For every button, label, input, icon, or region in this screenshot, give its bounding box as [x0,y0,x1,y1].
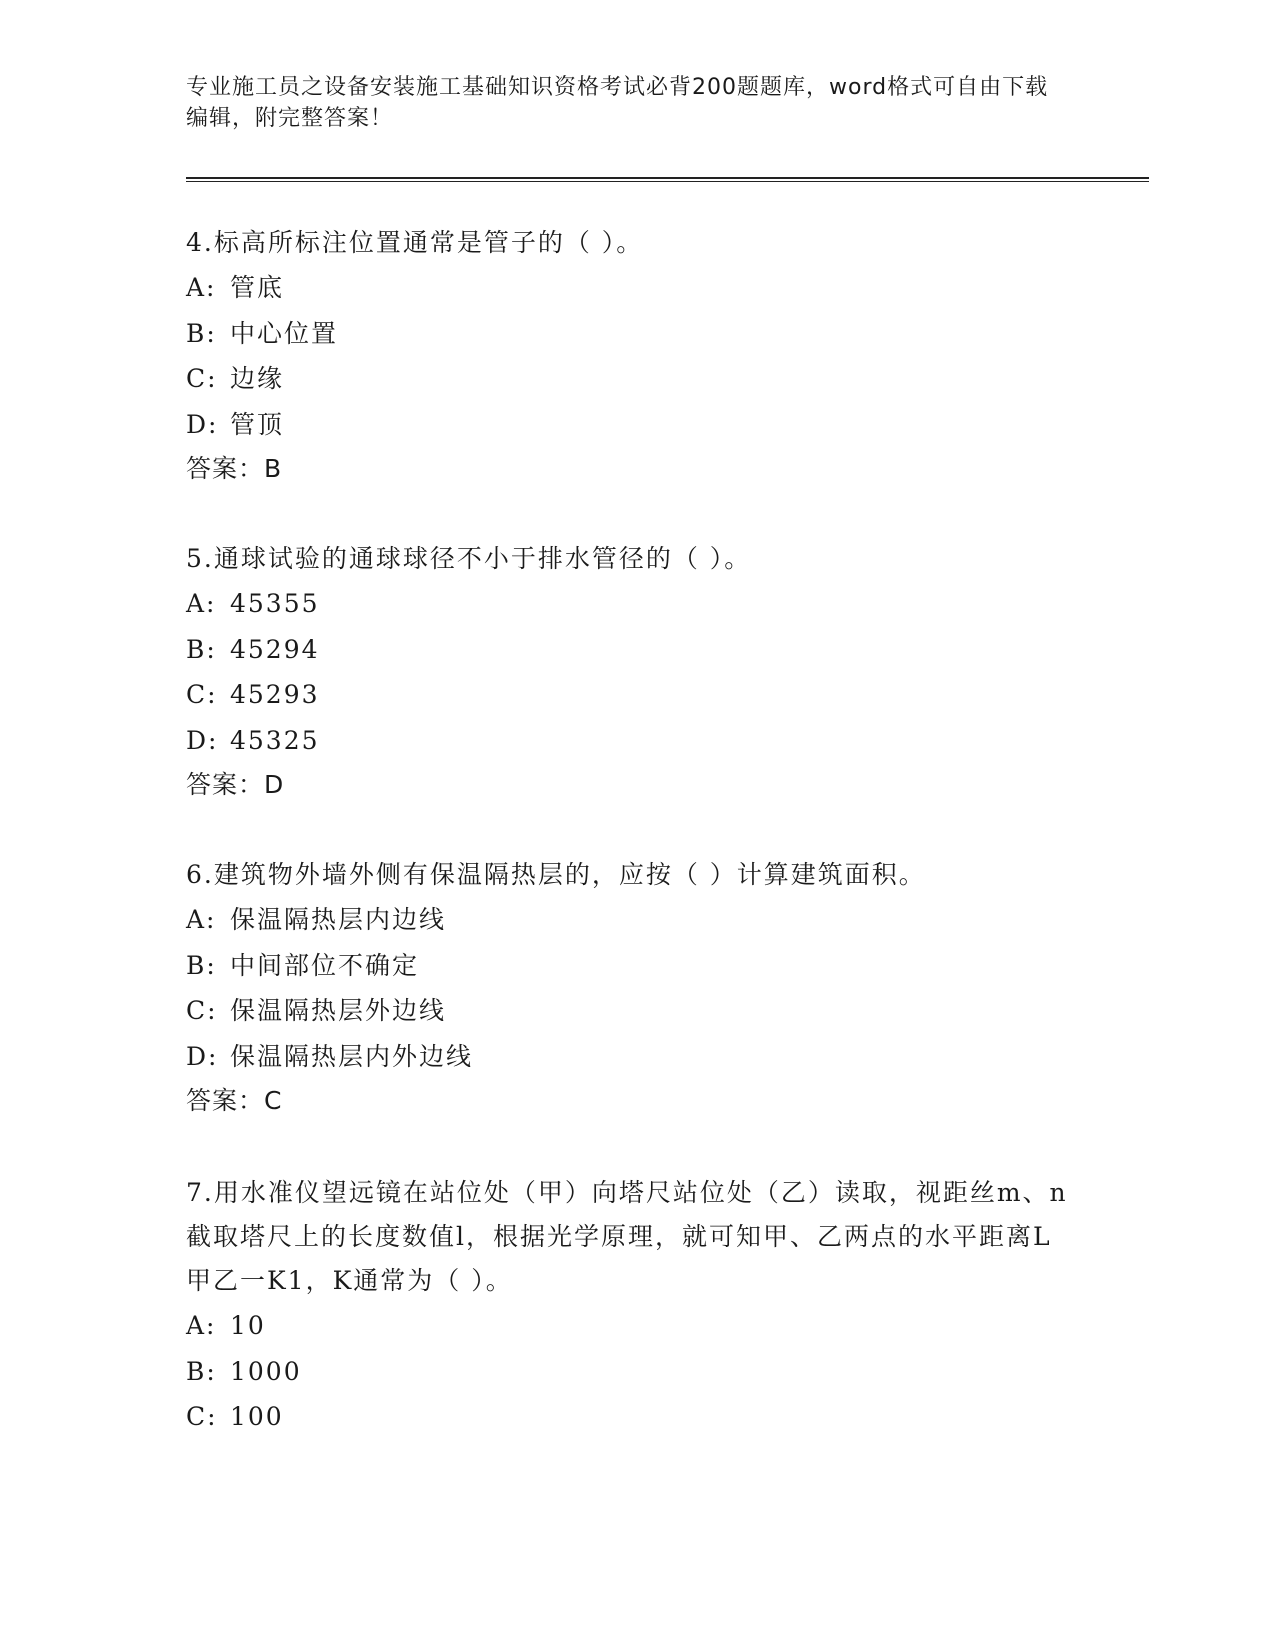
option-label: A: [186,589,217,618]
question-stem: 7.用水准仪望远镜在站位处（甲）向塔尺站位处（乙）读取，视距丝m、n截取塔尺上的长度数值l，根据光学原理，就可知甲、乙两点的水平距离L甲乙一K1，K通常为（ ）。 [186,1178,1068,1295]
question-stem: 4.标高所标注位置通常是管子的（ ）。 [186,228,644,257]
option-label: C: [186,364,218,393]
document-header: 专业施工员之设备安装施工基础知识资格考试必背200题题库，word格式可自由下载编辑，附完整答案！ [186,75,1049,131]
option-d [186,1034,1086,1080]
option-label: A: [186,1311,217,1340]
answer-value: D [264,770,285,799]
option-text: 管底 [230,273,285,302]
option-text: 保温隔热层内边线 [230,905,447,934]
option-label: D: [186,725,219,755]
option-c [186,1394,1076,1440]
answer-value: B [264,454,283,483]
option-text: 10 [230,1311,266,1340]
answer-value: C [264,1086,283,1115]
option-a [186,897,1086,943]
option-label: D: [186,1041,219,1071]
option-text: 边缘 [230,364,285,393]
question-4 [186,221,1086,491]
option-a [186,1303,1076,1349]
option-c [186,356,1086,402]
question-5 [186,537,1086,807]
option-text: 45294 [230,634,320,664]
option-label: D: [186,409,219,439]
option-d [186,718,1086,764]
option-text: 100 [230,1402,284,1431]
option-label: C: [186,996,218,1025]
answer-line [186,447,1086,491]
option-label: B: [186,318,217,348]
option-b [186,1349,1076,1395]
answer-label: 答案： [186,770,265,799]
option-label: B: [186,1356,217,1386]
option-text: 保温隔热层外边线 [230,996,447,1025]
option-label: A: [186,273,217,302]
option-label: A: [186,905,217,934]
header-divider [186,177,1149,179]
header-divider-thin [186,181,1149,182]
option-b [186,311,1086,357]
option-text: 45355 [230,589,320,618]
question-7 [186,1171,1076,1440]
option-text: 保温隔热层内外边线 [230,1041,474,1071]
option-text: 中心位置 [230,318,339,348]
option-label: C: [186,1402,218,1431]
option-b [186,627,1086,673]
option-label: C: [186,680,218,709]
option-text: 1000 [230,1356,302,1386]
option-c [186,672,1086,718]
question-stem: 6.建筑物外墙外侧有保温隔热层的，应按（ ）计算建筑面积。 [186,860,926,889]
answer-line [186,1079,1086,1123]
option-label: B: [186,950,217,980]
question-6 [186,853,1086,1123]
option-d [186,402,1086,448]
option-text: 45293 [230,680,320,709]
answer-label: 答案： [186,1086,265,1115]
answer-line [186,763,1086,807]
option-b [186,943,1086,989]
option-text: 45325 [230,725,320,755]
option-c [186,988,1086,1034]
option-a [186,581,1086,627]
option-text: 管顶 [230,409,285,439]
option-label: B: [186,634,217,664]
option-text: 中间部位不确定 [230,950,420,980]
option-a [186,265,1086,311]
answer-label: 答案： [186,454,265,483]
question-stem: 5.通球试验的通球球径不小于排水管径的（ ）。 [186,544,752,573]
